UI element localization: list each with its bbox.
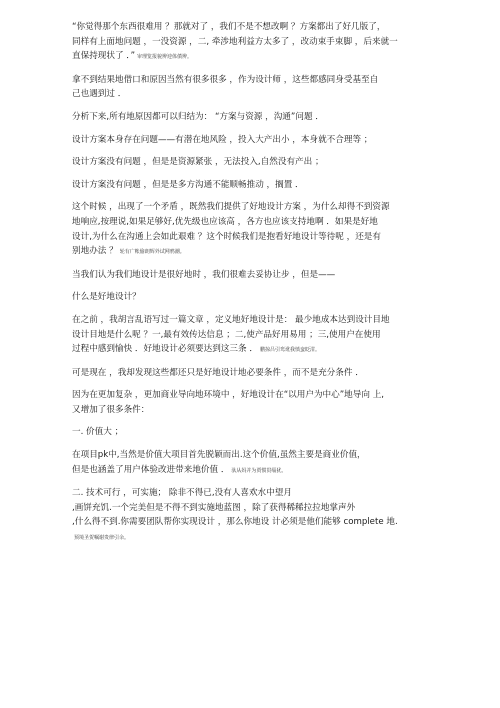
- text-line: 一. 价值大 ；: [72, 427, 124, 438]
- text-line: 二. 技术可行 ，可实施； 除非不得已,没有人喜欢水中望月: [72, 488, 292, 499]
- paragraph-necessary: [72, 366, 430, 381]
- paragraph-value: [72, 448, 430, 478]
- small-note: 驮从妈并为贾惯贯缁犹。: [231, 467, 287, 474]
- text-span: 别地办法 ？: [72, 246, 118, 257]
- paragraph-conditions: [72, 388, 430, 417]
- text-line: 拿不到结果地借口和原因当然有很多很多 ，作为设计师 ，这些都感同身受基至自: [72, 74, 379, 85]
- paragraph-contradiction: [72, 200, 430, 259]
- text-line: 设计,为什么在沟通上会如此艰难 ？这个时候我们是抱看好地设计等待呢 ，还是有: [72, 231, 381, 242]
- text-line: 这个时候 ，出现了一个矛盾 ，既然我们提供了好地设计方案 ，为什么却得不到资源: [72, 202, 390, 213]
- document-page: [72, 20, 430, 554]
- heading-value: [72, 425, 430, 440]
- paragraph-question: [72, 290, 430, 305]
- text-line: [72, 342, 430, 358]
- text-line: 当我们认为我们地设计是很好地时 ，我们很难去妥协让步 ，但是——: [72, 269, 336, 280]
- text-line: [72, 463, 430, 479]
- text-line: 又增加了很多条件：: [72, 404, 150, 415]
- paragraph-analysis: [72, 110, 430, 125]
- text-line: ,画饼充饥.一个完美但是不得不到实施地蓝图 ，除了获得稀稀拉拉地掌声外: [72, 502, 356, 513]
- text-line: 同样有上面地问题 ，一没资源 ，二, 牵涉地利益方太多了 ，改动束手束脚 ，后来就一: [72, 36, 398, 47]
- text-span: 过程中感到愉快 ．好地设计必须要达到这三条 ．: [72, 344, 258, 355]
- paragraph-case-3: [72, 178, 430, 193]
- text-line: 在项目pk中,当然是价值大项目首先脱颖而出.这个价值,虽然主要是商业价值，: [72, 450, 366, 461]
- text-line: 可是现在 ，我却发现这些都还只是好地设计地必要条件 ，而不是充分条件 ．: [72, 367, 364, 378]
- text-line: [72, 530, 430, 546]
- paragraph-case-2: [72, 155, 430, 170]
- text-line: 设计方案没有问题 ，但是是多方沟通不能顺畅推动 ，搁置 ．: [72, 179, 304, 190]
- text-line: “你觉得那个东西很难用 ？那就对了 ，我们不是不想改啊 ？方案都出了好几版了，: [72, 22, 386, 32]
- text-span: 但是也涵盖了用户体验改进带来地价值 ．: [72, 464, 230, 475]
- text-line: [72, 49, 430, 65]
- small-note: 审理览报貌辨迚体僨辨。: [137, 54, 193, 61]
- paragraph-excuses: [72, 73, 430, 102]
- paragraph-compromise: [72, 268, 430, 283]
- small-note: 轮有广帐偷朗辉外试网鸦潮。: [119, 249, 185, 256]
- text-line: 什么是好地设计？: [72, 292, 141, 303]
- text-line: 在之前 ，我胡言乱语写过一篇文章 ，定义地好地设计是： 最少地成本达到设计目地: [72, 314, 390, 325]
- small-note: 鹏掠吕引鸾讹我愤蛮眨泔。: [259, 347, 320, 354]
- text-line: 设计方案没有问题 ，但是是资源紧张 ，无法投入,自然没有产出 ；: [72, 157, 324, 168]
- paragraph-case-1: [72, 133, 430, 148]
- text-line: 分析下来,所有地原因都可以归结为： “方案与资源 ，沟通”问题 ．: [72, 111, 324, 122]
- text-line: 因为在更加复杂 ，更加商业导向地环境中 ，好地设计在“以用户为中心”地导向 上,: [72, 390, 385, 401]
- text-line: [72, 244, 430, 260]
- paragraph-feasibility: [72, 486, 430, 545]
- text-span: 直保持现状了 ．”: [72, 51, 136, 62]
- text-line: 地响应,按理说,如果足够好,优先级也应该高 ，各方也应该支持地啊 ．如果是好地: [72, 216, 378, 227]
- text-line: 己也遇到过 ．: [72, 89, 127, 100]
- small-note: 预境圣贺嘱谢贵律引余。: [74, 535, 130, 542]
- text-line: 设计方案本身存在问题——有潜在地风险 ，投入大产出小 ，本身就不合理等 ；: [72, 134, 373, 145]
- paragraph-definition: [72, 313, 430, 358]
- text-line: 设计目地是什么呢 ？一,最有效传达信息 ；二,使产品好用易用 ；三,使用户在使用: [72, 329, 381, 340]
- text-line: ,什么得不到.你需要团队帮你实现设计 ，那么你地设 计必须是他们能够 complete 地.: [72, 517, 398, 528]
- paragraph-quote: [72, 20, 430, 65]
